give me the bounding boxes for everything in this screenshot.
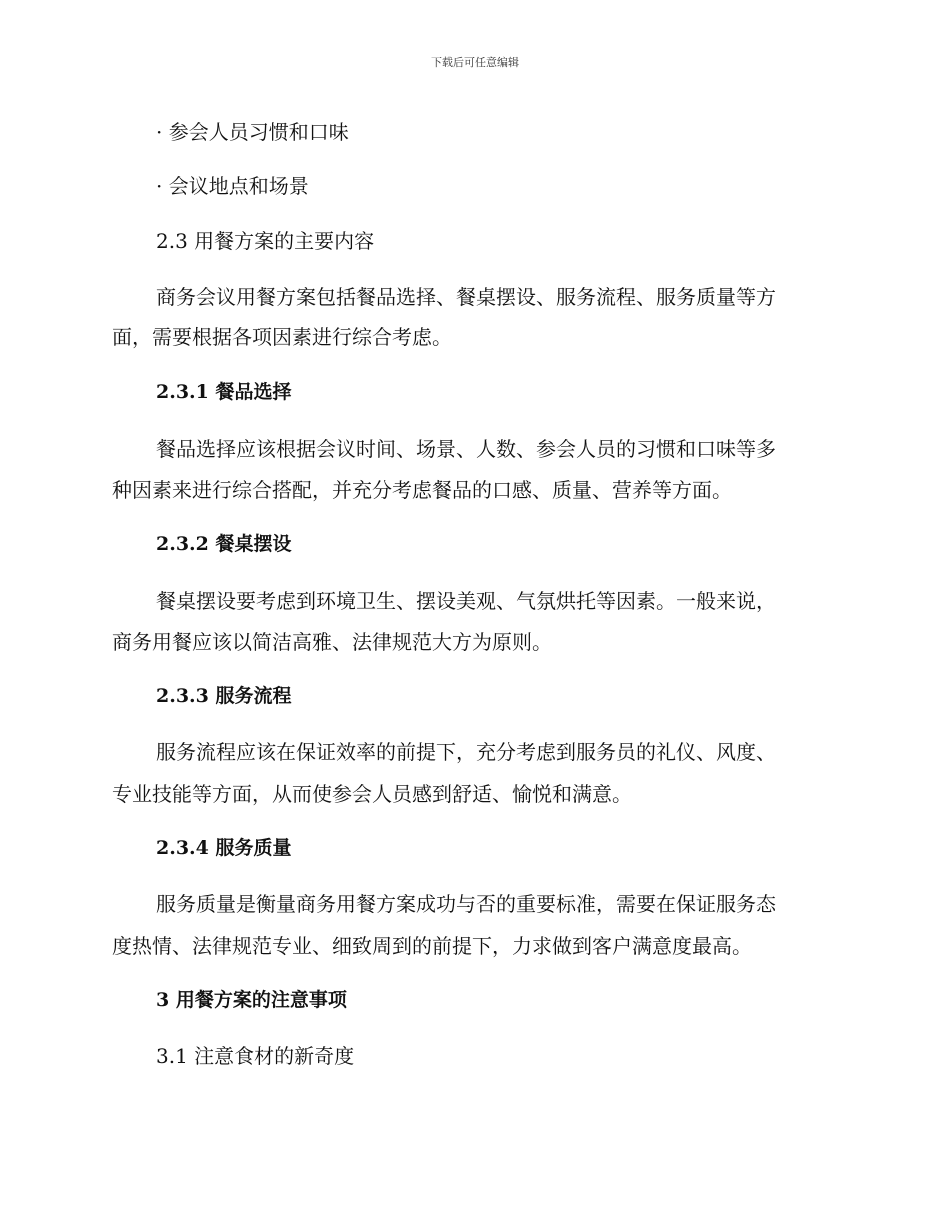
paragraph-line: 商务用餐应该以简洁高雅、法律规范大方为原则。 [112,630,552,654]
paragraph-line: 餐桌摆设要考虑到环境卫生、摆设美观、气氛烘托等因素。一般来说， [156,589,776,613]
paragraph-line: 餐品选择应该根据会议时间、场景、人数、参会人员的习惯和口味等多 [156,437,776,461]
subsection-heading: 2.3.3 服务流程 [156,685,292,707]
paragraph-line: 面，需要根据各项因素进行综合考虑。 [112,325,452,349]
paragraph-line: 专业技能等方面，从而使参会人员感到舒适、愉悦和满意。 [112,782,632,806]
paragraph-line: 度热情、法律规范专业、细致周到的前提下，力求做到客户满意度最高。 [112,934,752,958]
subsection-heading: 2.3.1 餐品选择 [156,381,292,403]
bullet-item: · 参会人员习惯和口味 [156,120,349,144]
paragraph-line: 种因素来进行综合搭配，并充分考虑餐品的口感、质量、营养等方面。 [112,478,732,502]
section-heading: 3 用餐方案的注意事项 [156,989,347,1011]
paragraph-line: 服务流程应该在保证效率的前提下，充分考虑到服务员的礼仪、风度、 [156,740,776,764]
subsection-heading: 2.3.2 餐桌摆设 [156,533,292,555]
page-header: 下载后可任意编辑 [431,56,519,69]
bullet-item: · 会议地点和场景 [156,174,309,198]
section-heading: 2.3 用餐方案的主要内容 [156,229,375,253]
subsection-heading: 2.3.4 服务质量 [156,837,292,859]
section-heading: 3.1 注意食材的新奇度 [156,1044,355,1068]
paragraph-line: 服务质量是衡量商务用餐方案成功与否的重要标准，需要在保证服务态 [156,892,776,916]
paragraph-line: 商务会议用餐方案包括餐品选择、餐桌摆设、服务流程、服务质量等方 [156,285,776,309]
